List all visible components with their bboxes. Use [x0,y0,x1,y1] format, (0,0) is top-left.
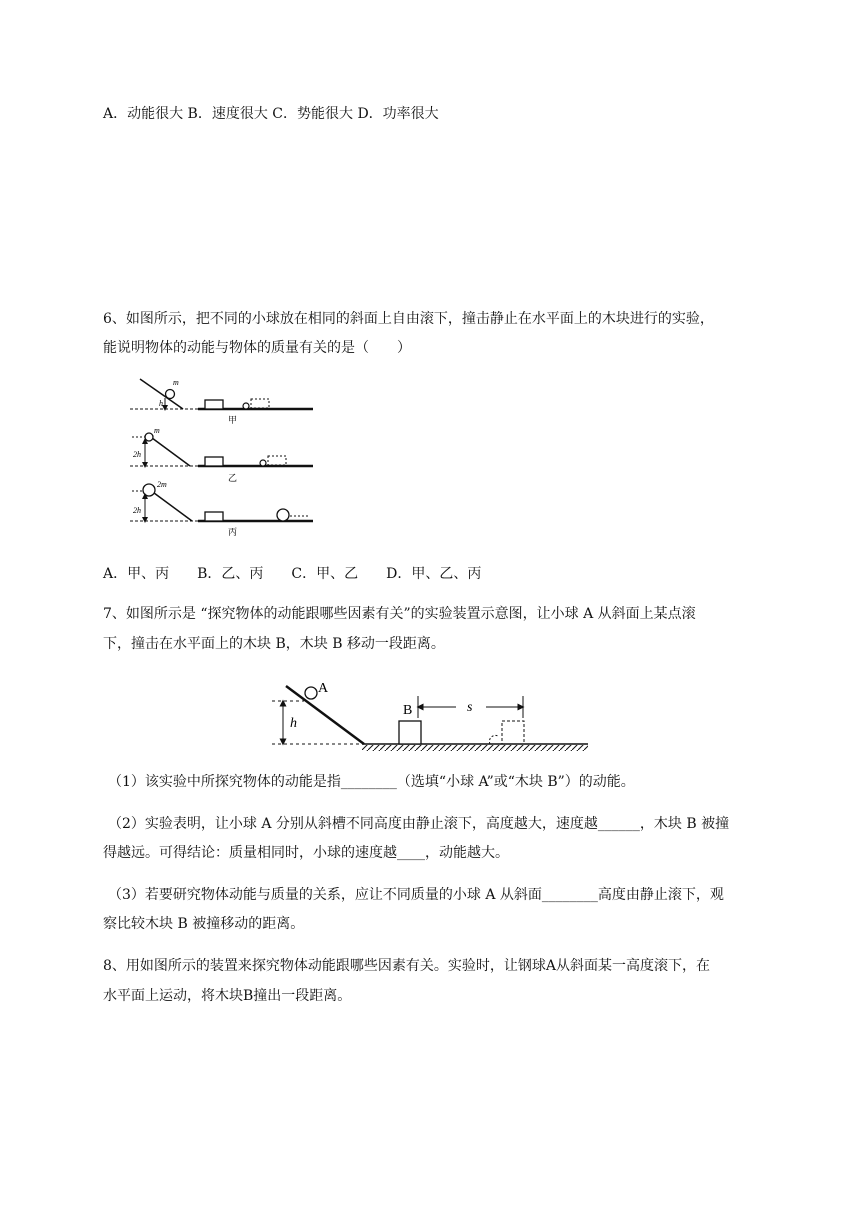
q6-caption-yi: 乙 [228,473,238,483]
q6-stem-line2: 能说明物体的动能与物体的质量有关的是（ ） [103,340,411,356]
q6-stem-line1: 6、如图所示，把不同的小球放在相同的斜面上自由滚下，撞击静止在水平面上的木块进行的实验， [103,311,714,327]
q6-yi-height-label: 2h [133,450,141,459]
wood-block [205,512,223,521]
q6-bing-height-label: 2h [133,506,141,515]
q7-stem-line2: 下，撞击在水平面上的木块 B，木块 B 移动一段距离。 [103,636,445,652]
q7-part2-line1: （2）实验表明，让小球 A 分别从斜槽不同高度由静止滚下，高度越大，速度越______，木块 B 被撞 [108,816,730,832]
q8-stem-line1: 8、用如图所示的装置来探究物体动能跟哪些因素有关。实验时，让钢球A从斜面某一高度滚下，在 [103,958,711,974]
q6-caption-jia: 甲 [228,415,238,425]
q6-bing-ball-label: 2m [157,480,167,489]
q7-part1: （1）该实验中所探究物体的动能是指________（选填“小球 A”或“木块 B”）的动能。 [108,774,635,790]
wood-block [399,721,421,744]
q7-ball-label: A [318,681,329,696]
q6-figure [128,375,318,540]
q5-options: A．动能很大 B．速度很大 C．势能很大 D．功率很大 [103,106,439,122]
q7-part3-line2: 察比较木块 B 被撞移动的距离。 [103,916,305,932]
q7-part2-line2: 得越远。可得结论：质量相同时，小球的速度越____，动能越大。 [103,845,509,861]
q6-options: A．甲、丙 B．乙、丙 C．甲、乙 D．甲、乙、丙 [103,566,482,582]
q6-jia-height-label: h [159,399,163,408]
q7-figure [266,678,592,754]
q6-panel-yi [130,426,313,483]
wood-block [205,400,223,409]
q6-jia-ball-label: m [173,378,179,387]
ball-icon [305,687,317,699]
q7-distance-label: s [467,700,473,715]
q7-block-label: B [403,703,413,718]
q8-stem-line2: 水平面上运动，将木块B撞出一段距离。 [103,988,352,1004]
wood-block [205,457,223,466]
q6-panel-jia [130,378,313,425]
ball-icon [166,390,175,399]
q6-yi-ball-label: m [154,426,160,435]
q7-height-label: h [290,716,297,731]
q6-caption-bing: 丙 [228,527,238,537]
q6-panel-bing [130,480,313,537]
q7-stem-line1: 7、如图所示是 “探究物体的动能跟哪些因素有关”的实验装置示意图，让小球 A 从斜面上某点滚 [103,606,696,622]
ball-icon [143,484,155,496]
q7-part3-line1: （3）若要研究物体动能与质量的关系，应让不同质量的小球 A 从斜面________高度由静止滚下，观 [108,887,724,903]
ball-icon [145,433,153,441]
